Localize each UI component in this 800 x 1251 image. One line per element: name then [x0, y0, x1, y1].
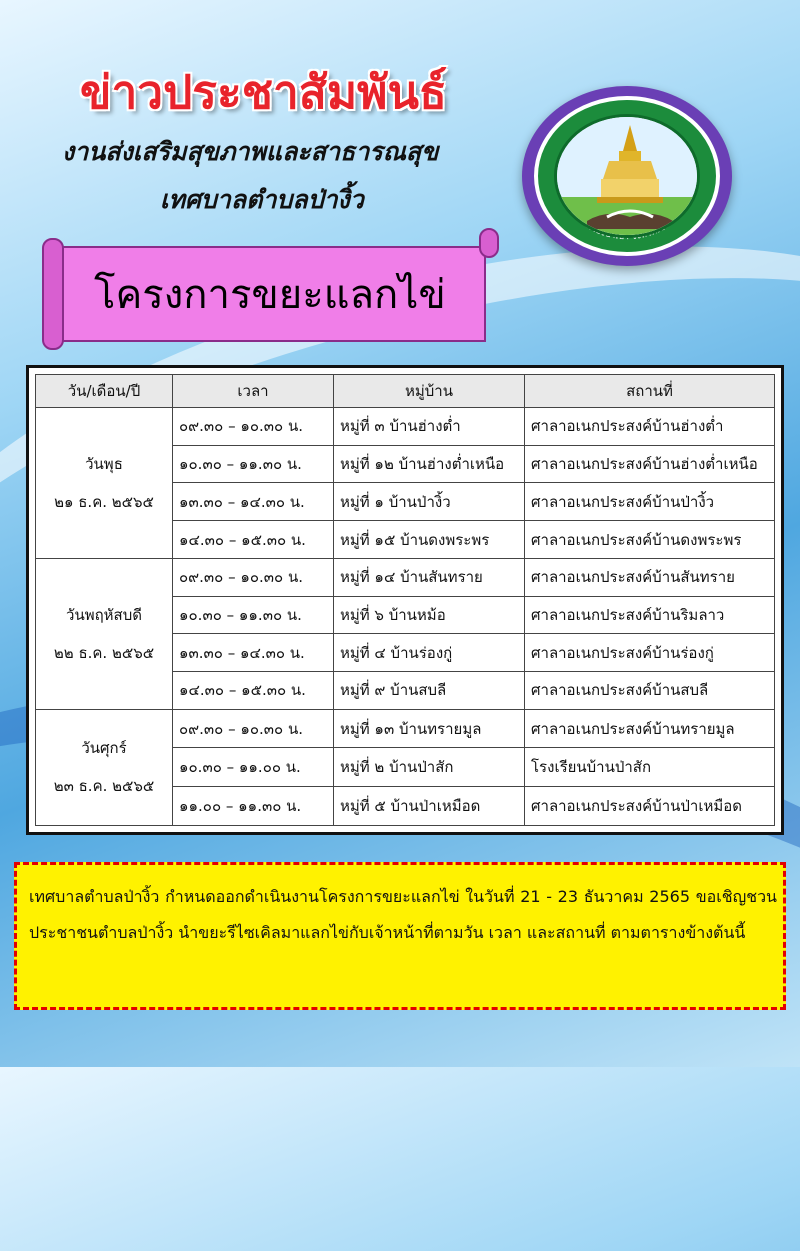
village-cell: หมู่ที่ ๑๒ บ้านฮ่างต่ำเหนือ	[334, 445, 525, 483]
column-header-date: วัน/เดือน/ปี	[36, 375, 173, 408]
day-date: ๒๓ ธ.ค. ๒๕๖๕	[53, 777, 155, 796]
subtitle-municipality: เทศบาลตำบลป่างิ้ว	[160, 185, 364, 214]
place-cell: โรงเรียนบ้านป่าสัก	[525, 748, 775, 787]
day-date: ๒๑ ธ.ค. ๒๕๖๕	[54, 492, 154, 511]
time-cell: ๑๓.๓๐ – ๑๔.๓๐ น.	[173, 634, 334, 672]
notice-text: เทศบาลตำบลป่างิ้ว กำหนดออกดำเนินงานโครงการขยะแลกไข่ ในวันที่ 21 - 23 ธันวาคม 2565 ขอเชิญชวนประชาชนตำบลป่างิ้ว นำขยะรีไซเคิลมาแลกไข่กับเจ้าหน้าที่ตามวัน เวลา และสถานที่ ตามตารางข้างต้นนี้	[29, 887, 777, 942]
time-cell: ๑๑.๐๐ – ๑๑.๓๐ น.	[173, 787, 334, 826]
day-name: วันศุกร์	[81, 739, 127, 758]
subtitle-department: งานส่งเสริมสุขภาพและสาธารณสุข	[62, 137, 439, 166]
project-title: โครงการขยะแลกไข่	[94, 272, 446, 318]
time-cell: ๐๙.๓๐ – ๑๐.๓๐ น.	[173, 709, 334, 748]
village-cell: หมู่ที่ ๓ บ้านฮ่างต่ำ	[334, 408, 525, 446]
place-cell: ศาลาอเนกประสงค์บ้านป่างิ้ว	[525, 483, 775, 521]
column-header-village: หมู่บ้าน	[334, 375, 525, 408]
table-header-row	[36, 375, 775, 408]
day-cell	[36, 709, 173, 825]
seal-emblem	[554, 114, 700, 238]
project-title-banner	[42, 228, 497, 350]
place-cell: ศาลาอเนกประสงค์บ้านฮ่างต่ำ	[525, 408, 775, 446]
place-cell: ศาลาอเนกประสงค์บ้านริมลาว	[525, 596, 775, 634]
column-header-time: เวลา	[173, 375, 334, 408]
notice-box	[14, 862, 786, 1010]
pagoda-handshake-icon	[557, 117, 700, 238]
village-cell: หมู่ที่ ๙ บ้านสบลี	[334, 672, 525, 710]
day-cell	[36, 558, 173, 709]
place-cell: ศาลาอเนกประสงค์บ้านสบลี	[525, 672, 775, 710]
village-cell: หมู่ที่ ๔ บ้านร่องกู่	[334, 634, 525, 672]
time-cell: ๑๐.๓๐ – ๑๑.๓๐ น.	[173, 596, 334, 634]
time-cell: ๑๔.๓๐ – ๑๕.๓๐ น.	[173, 521, 334, 559]
schedule-table	[35, 374, 775, 826]
place-cell: ศาลาอเนกประสงค์บ้านป่าเหมือด	[525, 787, 775, 826]
place-cell: ศาลาอเนกประสงค์บ้านดงพระพร	[525, 521, 775, 559]
place-cell: ศาลาอเนกประสงค์บ้านฮ่างต่ำเหนือ	[525, 445, 775, 483]
headline: ข่าวประชาสัมพันธ์	[80, 65, 448, 119]
table-row	[36, 408, 775, 446]
village-cell: หมู่ที่ ๑๓ บ้านทรายมูล	[334, 709, 525, 748]
place-cell: ศาลาอเนกประสงค์บ้านร่องกู่	[525, 634, 775, 672]
village-cell: หมู่ที่ ๑๕ บ้านดงพระพร	[334, 521, 525, 559]
banner-scroll-left-roll	[42, 238, 64, 350]
municipality-seal-logo	[522, 86, 732, 266]
time-cell: ๑๓.๓๐ – ๑๔.๓๐ น.	[173, 483, 334, 521]
village-cell: หมู่ที่ ๖ บ้านหม้อ	[334, 596, 525, 634]
time-cell: ๐๙.๓๐ – ๑๐.๓๐ น.	[173, 408, 334, 446]
time-cell: ๐๙.๓๐ – ๑๐.๓๐ น.	[173, 558, 334, 596]
banner-scroll-right-roll	[479, 228, 499, 258]
table-row	[36, 709, 775, 748]
village-cell: หมู่ที่ ๑ บ้านป่างิ้ว	[334, 483, 525, 521]
village-cell: หมู่ที่ ๑๔ บ้านสันทราย	[334, 558, 525, 596]
day-cell	[36, 408, 173, 559]
village-cell: หมู่ที่ ๕ บ้านป่าเหมือด	[334, 787, 525, 826]
place-cell: ศาลาอเนกประสงค์บ้านทรายมูล	[525, 709, 775, 748]
village-cell: หมู่ที่ ๒ บ้านป่าสัก	[334, 748, 525, 787]
time-cell: ๑๐.๓๐ – ๑๑.๓๐ น.	[173, 445, 334, 483]
column-header-place: สถานที่	[525, 375, 775, 408]
day-name: วันพฤหัสบดี	[66, 605, 142, 624]
schedule-table-frame	[26, 365, 784, 835]
day-name: วันพุธ	[85, 454, 123, 473]
table-row	[36, 558, 775, 596]
place-cell: ศาลาอเนกประสงค์บ้านสันทราย	[525, 558, 775, 596]
time-cell: ๑๐.๓๐ – ๑๑.๐๐ น.	[173, 748, 334, 787]
day-date: ๒๒ ธ.ค. ๒๕๖๕	[53, 643, 155, 662]
time-cell: ๑๔.๓๐ – ๑๕.๓๐ น.	[173, 672, 334, 710]
